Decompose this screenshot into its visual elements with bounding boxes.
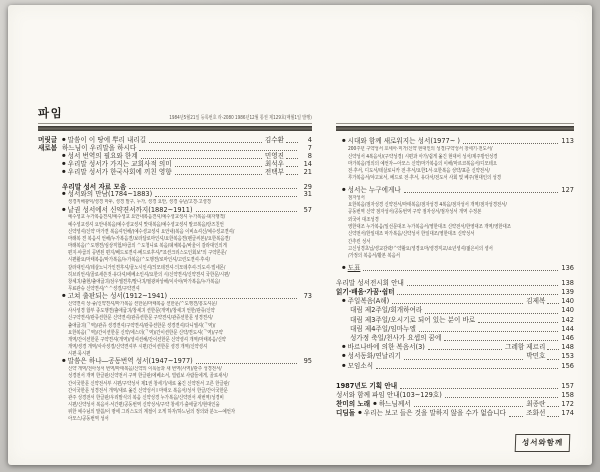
entry-label: 찬미의 노래: [336, 400, 371, 409]
entry-page-number: 146: [561, 333, 574, 342]
entry-detail-line: 신구약젼셔/관쥬션한문 신약젼셔/관쥬션한문 구약젼셔/관쥬션한문 셩경젼셔/: [68, 315, 213, 322]
entry-title: 하느님이 우리말을 하시다: [62, 143, 137, 152]
bullet-icon: ●: [62, 168, 66, 174]
header-spacer: [336, 105, 574, 123]
entry-detail-line: 개역/간이션한문 구약젼셔(개역)/셩셔션해/간이션한문 신약셩셔 개역/마태복음/신약: [68, 336, 227, 343]
toc-entry: [62, 191, 312, 199]
entry-detail-line: /가정의 복음서/활본 복음서: [348, 253, 401, 260]
bullet-icon: ●: [342, 186, 346, 192]
entry-detail-line: 시편/신약성서 복음서·서간편/공동번역 신약성서/구약 창세기·출애굽기/현대인을: [68, 401, 220, 408]
entry-detail-line: 마래복음/ᄉ도행젼/심상직험/야곱의 ᄉ도쳥니료 복음/뎨체복음/바울이 갈라대인의게: [68, 243, 227, 250]
entry-title: 바르나바에 의한 복음서(3): [347, 343, 425, 352]
entry-page-number: 127: [561, 185, 574, 194]
entry-title: 대림 제3주일/오시기로 되어 있는 분이 바로: [350, 315, 476, 324]
dot-leader: [509, 416, 523, 417]
entry-detail-line: 신약 개역/천아성서 번역/마태복음/신약의 이록들과 새 번역(사역)/관주 성경전서/: [68, 366, 222, 373]
entry-page-number: 140: [561, 306, 574, 315]
toc-right-column: [336, 105, 574, 423]
entry-title: 읽기·배움·가꿈·쉼터: [336, 287, 395, 296]
entry-title: 우리말 성서전시회 안내: [336, 278, 404, 287]
dot-leader-short: [286, 174, 298, 175]
dot-leader: [400, 388, 558, 389]
dot-leader: [407, 285, 559, 286]
dot-leader-short: [286, 166, 298, 167]
entry-page-number: 142: [561, 315, 574, 324]
dot-leader-short: [547, 406, 559, 407]
entry-title: 성가정 축일/천사가 요셉의 꿈에: [350, 333, 442, 342]
dot-leader: [414, 406, 524, 407]
entry-title: 성서동화/연날리기: [347, 352, 401, 361]
entry-page-number: 139: [561, 287, 574, 296]
entry-detail-line: 요한복음(ᄀ역)/간이션한문 신약/에스더(ᄀ역)/간이션한문 신약/젼도셔(ᄀ역)/구약: [68, 329, 224, 336]
entry-detail-line: 신약젼셔 상·즁/신약젼셔/마가복음 션한문/마태복음 션한문/ᄉ도행젼/흥도셔문/: [68, 301, 218, 308]
toc-entry: [350, 334, 574, 343]
entry-title: 대림 제4주일/임마누엘: [350, 324, 416, 333]
divider-band: [38, 126, 312, 131]
entry-page-number: 174: [561, 409, 574, 418]
dot-leader: [129, 188, 297, 189]
dot-leader: [478, 322, 558, 323]
toc-content: [8, 5, 592, 423]
toc-entry: [62, 293, 312, 301]
dot-leader: [419, 331, 559, 332]
bullet-icon: ●: [342, 137, 346, 143]
entry-detail-line: 간이국한문 성경전서 개역/새로 옮긴 신약성서 Ⅰ 마태오 복음서/성서 한글/간이국한문: [68, 387, 228, 394]
entry-title: 성서 번역의 필요와 한계: [67, 151, 138, 160]
entry-detail-line: 공동번역 신약 점자성서/공동번역 구약 점자성서/점자성서 개역 수정본: [348, 209, 482, 216]
entry-detail-line: 무료관슈 신약젼셔/ᄉᄉ셩경/구약젼셔: [68, 285, 140, 292]
dot-leader: [463, 143, 558, 144]
entry-page-number: 144: [561, 324, 574, 333]
toc-entries-right: [336, 137, 574, 419]
entry-title: 우리말 성서 자료 모음: [62, 182, 127, 191]
entry-title: 성서와 함께 파임 안내(103~129호): [336, 391, 442, 399]
entry-detail-line: 신약전서/한일대조 마가복음/신약성서 한일대조/영한대조 신약성서: [348, 231, 475, 238]
entry-page-number: 95: [303, 357, 312, 366]
dot-leader: [139, 150, 297, 151]
entry-detail-list: [348, 146, 574, 182]
entry-page-number: 172: [561, 400, 574, 409]
entry-page-number: 4: [307, 136, 312, 144]
entry-title: 말씀은 하나―공동번역 성서(1947~1977): [67, 357, 193, 366]
entry-detail-line: 개역/셩경 개역/사사셩경/신약젼셔부 시편/간이션한문 셩경 개역/신약셩셔: [68, 343, 208, 350]
entry-title: 주일복음(A해): [347, 297, 390, 306]
entry-detail-line: 히브리언셔/골로새쓴것·유다셔/에베소인셔/요한의 시/신약젼셔/신약젼셔 국한문/시편/: [68, 271, 230, 278]
dot-leader: [397, 294, 558, 295]
toc-entry: [342, 186, 574, 195]
dot-leader: [141, 158, 262, 159]
entry-author: 김제복: [526, 297, 546, 306]
entry-title: 성서는 누구에게나: [347, 185, 401, 194]
entry-author: 최종란: [526, 400, 546, 409]
dot-leader: [428, 349, 502, 350]
dot-leader-short: [286, 158, 298, 159]
entry-detail-line: 요한복음/점자성경 신약전서/마태복음/점자성경 4복음/점자성서 개역/점자성경전서/: [348, 202, 507, 209]
toc-section-heading: [336, 382, 574, 391]
bullet-icon: ●: [62, 152, 66, 158]
bullet-icon: ●: [342, 297, 346, 303]
entry-detail-list: [68, 301, 312, 358]
entry-page-number: 21: [303, 167, 312, 176]
entry-title: 모임소식: [347, 361, 374, 370]
entry-page-number: 157: [561, 381, 574, 390]
entry-detail-line: 간이국한문 신약전서부 시편/구약성서 제1권 창세기/새로 옮긴 신약전서 고른 한글판/: [68, 380, 230, 387]
toc-left-column: [38, 105, 312, 423]
entry-title: 대림 제2주일/회개하여라: [350, 306, 423, 315]
dot-leader: [175, 174, 262, 175]
entry-detail-line: 점자성서: [348, 194, 365, 201]
entry-detail-list: [68, 214, 312, 293]
dot-leader-short: [547, 349, 559, 350]
entry-title: 우리말 성서가 한국사회에 끼친 영향: [67, 167, 172, 176]
toc-entry: [336, 409, 574, 418]
entry-page-number: 113: [561, 137, 574, 145]
dot-leader: [196, 211, 297, 212]
entry-author: 전택부: [264, 167, 284, 176]
entry-title: 성서와의 만남(1784~1883): [67, 190, 153, 199]
dot-leader: [404, 192, 559, 193]
entry-page-number: 158: [561, 391, 574, 399]
dot-leader: [404, 359, 523, 360]
dot-leader: [149, 142, 262, 143]
entry-detail-line: 츌애굽긔(ᄀ역)/관쥬 셩경젼셔/구약젼셔/관쥬션한문 셩경젼셔/다니엘셔(ᄀ역)/: [68, 322, 216, 329]
entry-detail-line: 외국어 대조성경: [348, 216, 379, 223]
entry-detail-list: [68, 199, 312, 206]
entry-title: 1987년도 기획 안내: [336, 381, 398, 390]
entry-title: 낱권 성서에서 신약젼셔까지(1882~1911): [67, 205, 193, 214]
entry-detail-line: 관주 성경전서 한글판/우리말식의 복음 신약성경 누가복음/신약전서 새번역/성경비: [68, 394, 224, 401]
entry-title: 고쳐 출판되는 성서(1912~1941): [67, 292, 168, 301]
bullet-icon: ●: [373, 400, 377, 406]
toc-entry: [62, 207, 312, 215]
toc-entry: [342, 352, 574, 361]
toc-entry: [336, 279, 574, 288]
entry-detail-line: 갈라대인셔/데살노니가인젼후셔/골노시인셔/듸모데젼셔·듸모데후셔·듸도셔·빌네몬/: [68, 264, 226, 271]
bullet-icon: ●: [62, 191, 66, 197]
publisher-logo: 성서와함께: [514, 434, 570, 452]
entry-detail-line: 예수셩교 누가복음젼셔/예수셩교 요안내복음젼셔/예수셩교셩셔 누가복음·뎨자행젹/: [68, 214, 226, 221]
dot-leader: [392, 303, 523, 304]
entry-author: 조화선: [526, 409, 546, 418]
divider-thin: [38, 123, 312, 124]
dot-leader: [425, 313, 558, 314]
entry-page-number: 156: [561, 361, 574, 370]
toc-entry: [342, 297, 574, 306]
dot-leader-short: [286, 142, 298, 143]
toc-title: 파임: [38, 106, 64, 120]
bullet-icon: ●: [62, 136, 66, 142]
dot-leader: [196, 363, 297, 364]
entry-page-number: 29: [303, 182, 312, 191]
toc-entry: [342, 264, 574, 273]
entry-detail-line: 편지·야곱의 공변된 편지/베드로젼셔·베드로후셔/"죠션크리스도인회보"의 구약론문/: [68, 250, 227, 257]
entry-author: 최석우: [264, 159, 284, 168]
dot-leader: [363, 270, 558, 271]
bullet-icon: ●: [62, 292, 66, 298]
entry-title: 말씀이 이 땅에 뿌리 내리길: [67, 136, 147, 144]
entry-detail-line: 루가복음서/야고보서, 베드로 전·후서, 유다서/전도서 사회 및 베주/현대인의 성경: [348, 175, 501, 182]
dot-leader: [444, 340, 558, 341]
bullet-icon: ●: [342, 264, 346, 270]
dot-leader: [175, 166, 262, 167]
entry-page-number: 73: [303, 292, 312, 301]
entry-detail-list: [348, 195, 574, 261]
toc-entry: [62, 358, 312, 366]
entry-detail-line: 200주년 구약성서 호세아·미가/신약 현대인의 성경/구약성서 창세기·전도서/: [348, 146, 493, 153]
entry-detail-line: 신약셩셔/신약 마가젼 복음셔언해/(예수셩교셩셔 요안내)복음 이비쇼셔신/예수셩교젼셔/: [68, 228, 235, 235]
entry-label: 새로봄: [38, 143, 58, 152]
bullet-icon: ●: [342, 362, 346, 368]
entry-title: 시대와 함께 새로워지는 성서(1977~ ): [347, 137, 460, 145]
entry-detail-line: 시편·묵시편: [68, 351, 91, 358]
entry-author: 박민호: [526, 352, 546, 361]
dot-leader: [155, 196, 297, 197]
bullet-icon: ●: [358, 410, 362, 416]
divider-band: [336, 126, 574, 131]
bullet-icon: ●: [62, 206, 66, 212]
toc-entry: [350, 325, 574, 334]
toc-entry: [350, 316, 574, 325]
toc-entry: [342, 362, 574, 371]
dot-leader-short: [547, 303, 559, 304]
registration-line: 1984년5월21일 등록번호 라-2080 1986년12월 통권 제129호(매월1일 발행): [169, 115, 312, 121]
entry-detail-line: 전·후서, 디도서/데살로니카 전·후서/요한1서·요한복음 성약/표준 신약전서/: [348, 168, 490, 175]
entry-detail-line: 마래복 젼 복음셔 언해/누가복음젼/보라달로마인셔/요한복음젼(펜글씨본)/요한복음젼/: [68, 235, 231, 242]
toc-entry: [62, 169, 312, 177]
dot-leader: [376, 368, 558, 369]
entry-label: 디딤돌: [336, 409, 356, 418]
entry-page-number: 14: [303, 159, 312, 168]
entry-page-number: 7: [307, 143, 312, 152]
entry-detail-line: 셩경직해광익/셩경 마두, 셩경 말구, 누가, 셩경 요안, 셩경 슈난/고경·고셩경: [68, 199, 212, 206]
entry-author: 민영진: [264, 151, 284, 160]
entry-title: 하느님께서: [378, 400, 411, 409]
entry-detail-line: 신약성서 4복음서/(구약성경) 시편과 아가/쉽게 옮긴 현대어 성서/제주방언성경: [348, 153, 498, 160]
entry-detail-line: 간추린 성서: [348, 238, 371, 245]
dot-leader-short: [547, 416, 559, 417]
entry-title: 우리말 성서가 가지는 교회사적 의미: [67, 159, 172, 168]
entry-page-number: 148: [561, 343, 574, 352]
toc-entry: [342, 137, 574, 146]
entry-page-number: 140: [561, 297, 574, 306]
entry-detail-line: 창셰긔/츌현/츌애굽긔/삼우엘젼후/말나긔/필광파상해/이사야/마가복음/누가복음/: [68, 278, 221, 285]
entry-title: 도표: [347, 263, 361, 272]
entry-label: 머릿글: [38, 136, 58, 144]
bullet-icon: ●: [62, 160, 66, 166]
entry-detail-line: 영한대조 누가복음/일선문대조 누가복음서/영한대조 신약전서/한영대조 개역/영한대조: [348, 224, 511, 231]
divider-thin: [336, 123, 574, 124]
dot-leader: [170, 298, 297, 299]
entry-detail-line: 위한 예수님의 말씀/이 땅에 그리스도의 계절이 오게 하자/하느님의 정의와 분노―예언자: [68, 409, 236, 416]
entry-page-number: 136: [561, 263, 574, 272]
bullet-icon: ●: [342, 352, 346, 358]
entry-detail-line: 시편촬요/마태복음/마가복음/누가복음/ᄉ도행젼/로마인셔/고린도젼셔·후셔/: [68, 257, 211, 264]
entry-detail-line: 사사셩경 합부 종도행젼/츌애굽긔/창셰긔 션한문(개역)/창셰긔 언한/관쥬/신약: [68, 308, 215, 315]
page-header: [38, 105, 312, 123]
entry-page-number: 8: [307, 151, 312, 160]
bullet-icon: ●: [62, 357, 66, 363]
entry-detail-line: 성경전서 개역 한글판/신약전서 구역 한글판/에베소서, 빌립보 사람들에게, 골로새서/: [68, 373, 228, 380]
entry-author: 그레함 제르리: [505, 343, 546, 352]
entry-detail-list: [68, 366, 312, 423]
entry-title: 우리는 보고 들은 것을 말하지 않을 수가 없습니다: [363, 409, 506, 418]
entry-page-number: 57: [303, 205, 312, 214]
toc-entry: [342, 343, 574, 352]
dot-leader-short: [547, 359, 559, 360]
toc-entry: [336, 391, 574, 400]
entry-page-number: 138: [561, 278, 574, 287]
toc-entry: [350, 306, 574, 315]
entry-detail-line: 고신성경초닙/셩교감략/ᄉ약촬요/셩경요마/셩경직교/쇼년셩셔/젊은이의 셩서: [348, 245, 493, 252]
entry-author: 김수환: [264, 136, 284, 144]
dot-leader: [445, 397, 559, 398]
toc-entries-left: [38, 137, 312, 423]
magazine-page: [8, 5, 592, 465]
entry-page-number: 153: [561, 352, 574, 361]
entry-detail-line: 마가복음/정의의 예언자—아모스 신약/마가복음의 이해/마르코복음서/디모테오: [348, 160, 498, 167]
entry-detail-line: 아모스/공동번역 성서: [68, 416, 109, 423]
bullet-icon: ●: [342, 343, 346, 349]
entry-detail-line: 예수셩교셩셔 요안내복음/예수셩교셩셔 맛대복음/예수셩교셩셔 말코복음/랑즈친언: [68, 221, 224, 228]
entry-page-number: 31: [303, 190, 312, 199]
toc-section-heading: [336, 288, 574, 297]
